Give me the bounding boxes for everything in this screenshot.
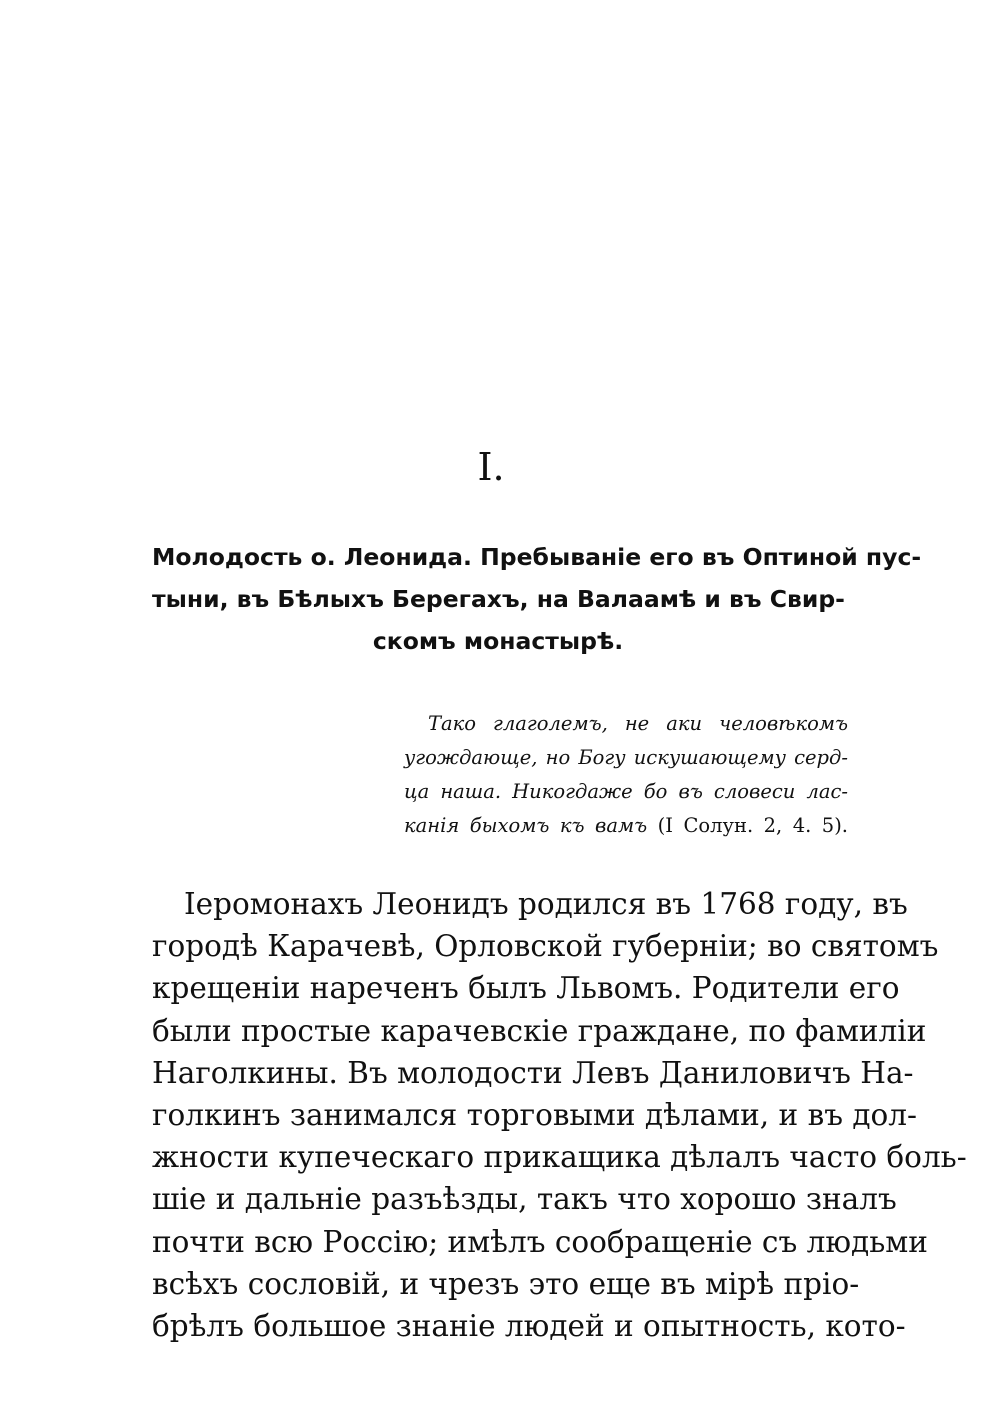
body-line: всѣхъ сословій, и чрезъ это еще въ мірѣ пріо- xyxy=(152,1266,860,1301)
chapter-title-line: Молодость о. Леонида. Пребываніе его въ Оптиной пус- xyxy=(152,543,922,571)
body-line: почти всю Россію; имѣлъ сообращеніе съ людьми xyxy=(152,1224,928,1259)
epigraph-line: угождающе, но Богу искушающему серд- xyxy=(404,746,848,769)
epigraph-line: ца наша. Никогдаже бо въ словеси лас- xyxy=(404,780,848,803)
chapter-title xyxy=(152,536,922,662)
epigraph-citation: (I Солун. 2, 4. 5). xyxy=(657,814,849,837)
epigraph-line: Тако глаголемъ, не аки человѣкомъ xyxy=(428,712,848,735)
chapter-title-line: тыни, въ Бѣлыхъ Берегахъ, на Валаамѣ и въ Свир- xyxy=(152,585,845,613)
body-line: были простые карачевскіе граждане, по фамиліи xyxy=(152,1013,927,1048)
chapter-number: I. xyxy=(477,445,505,489)
epigraph xyxy=(404,707,848,843)
body-line: городѣ Карачевѣ, Орловской губерніи; во святомъ xyxy=(152,929,939,964)
body-line: Наголкины. Въ молодости Левъ Даниловичъ На- xyxy=(152,1055,914,1090)
epigraph-line: канія быхомъ къ вамъ xyxy=(404,814,648,837)
epigraph-last-line xyxy=(404,809,848,843)
body-line: Іеромонахъ Леонидъ родился въ 1768 году, въ xyxy=(184,887,908,921)
body-line: брѣлъ большое знаніе людей и опытность, кото- xyxy=(152,1309,906,1344)
body-line: голкинъ занимался торговыми дѣлами, и въ дол- xyxy=(152,1098,917,1133)
body-line: крещеніи нареченъ былъ Львомъ. Родители его xyxy=(152,971,900,1006)
body-line: шіе и дальніе разъѣзды, такъ что хорошо зналъ xyxy=(152,1182,897,1217)
chapter-title-line: скомъ монастырѣ. xyxy=(372,627,624,655)
body-line: жности купеческаго прикащика дѣлалъ часто боль- xyxy=(152,1140,967,1175)
body-paragraph xyxy=(152,883,967,1347)
